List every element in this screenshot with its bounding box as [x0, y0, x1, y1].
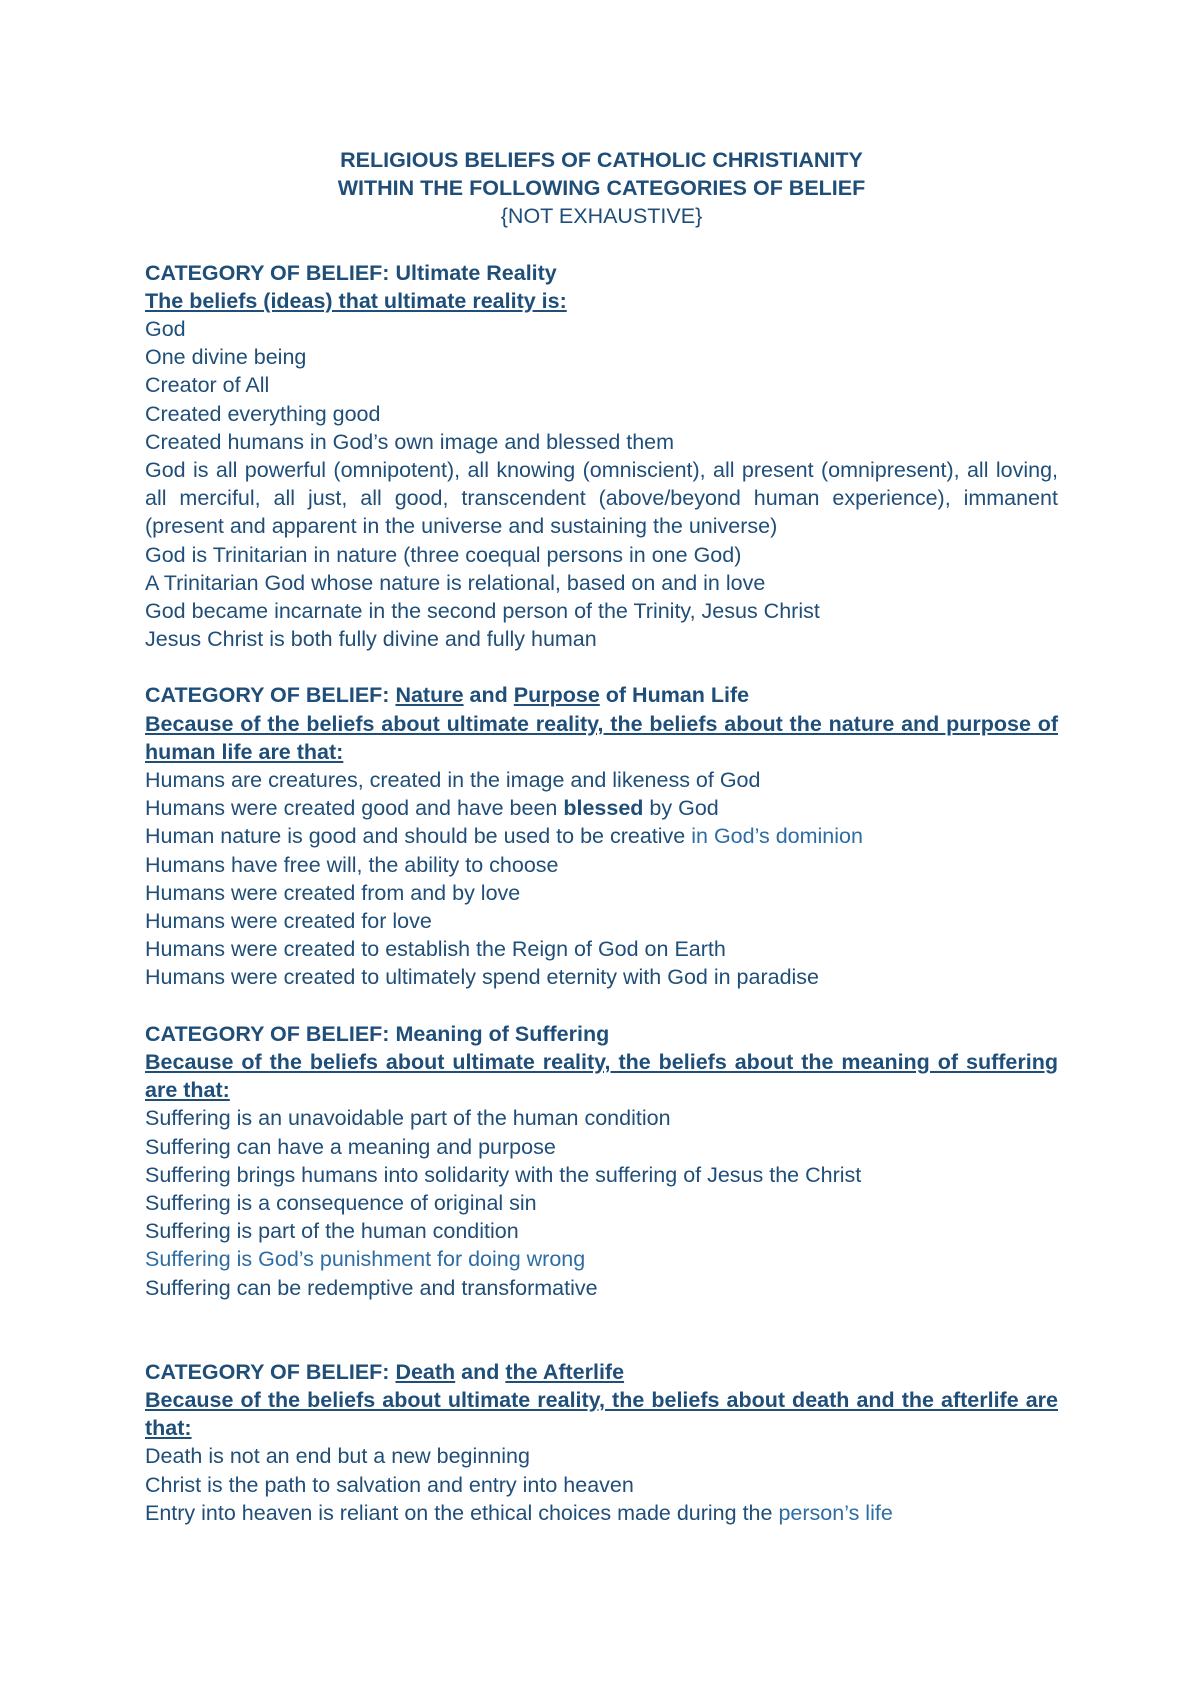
section-heading	[145, 259, 1058, 287]
category-and: and	[461, 1359, 500, 1384]
belief-emphasis: blessed	[563, 796, 644, 821]
document-title-line-2: WITHIN THE FOLLOWING CATEGORIES OF BELIEF	[337, 176, 866, 201]
section-intro: The beliefs (ideas) that ultimate reality is:	[145, 288, 567, 313]
section-death-afterlife	[145, 1358, 1058, 1527]
category-label: CATEGORY OF BELIEF:	[145, 1021, 390, 1046]
section-heading	[145, 1020, 1058, 1048]
belief-item: Suffering can have a meaning and purpose	[145, 1134, 556, 1159]
section-intro: Because of the beliefs about ultimate reality, the beliefs about death and the afterlife are that:	[145, 1387, 1058, 1441]
belief-item: God	[145, 317, 186, 342]
section-heading	[145, 681, 1058, 709]
belief-text-light: person’s life	[778, 1500, 893, 1525]
belief-item: Jesus Christ is both fully divine and fully human	[145, 627, 597, 652]
category-label: CATEGORY OF BELIEF:	[145, 683, 390, 708]
belief-item: Suffering brings humans into solidarity with the suffering of Jesus the Christ	[145, 1162, 862, 1187]
category-and: and	[469, 683, 508, 708]
belief-item: Humans were created for love	[145, 909, 432, 934]
section-intro: Because of the beliefs about ultimate reality, the beliefs about the nature and purpose of human life are that:	[145, 711, 1058, 764]
belief-item: Suffering is an unavoidable part of the human condition	[145, 1106, 671, 1131]
belief-item: Suffering is God’s punishment for doing wrong	[145, 1247, 586, 1272]
document-content	[145, 146, 1058, 1527]
belief-item	[145, 794, 1058, 822]
belief-item: Humans are creatures, created in the image and likeness of God	[145, 768, 761, 793]
category-topic-rest: of Human Life	[605, 683, 750, 708]
belief-item: Death is not an end but a new beginning	[145, 1444, 530, 1469]
belief-item: Created everything good	[145, 401, 381, 426]
category-label: CATEGORY OF BELIEF:	[145, 260, 390, 285]
belief-item: Humans have free will, the ability to choose	[145, 852, 559, 877]
section-meaning-of-suffering	[145, 1020, 1058, 1302]
category-topic-purpose: Purpose	[513, 683, 600, 708]
belief-item: Suffering can be redemptive and transformative	[145, 1275, 598, 1300]
section-heading	[145, 1358, 1058, 1386]
document-title-line-1: RELIGIOUS BELIEFS OF CATHOLIC CHRISTIANITY	[340, 148, 863, 172]
belief-item: Christ is the path to salvation and entry into heaven	[145, 1472, 634, 1497]
belief-item: Suffering is part of the human condition	[145, 1219, 519, 1244]
section-intro: Because of the beliefs about ultimate reality, the beliefs about the meaning of suffering are that:	[145, 1049, 1058, 1103]
belief-item: One divine being	[145, 345, 307, 370]
belief-item: A Trinitarian God whose nature is relational, based on and in love	[145, 570, 766, 595]
section-ultimate-reality	[145, 259, 1058, 654]
belief-item	[145, 822, 1058, 850]
belief-item: Humans were created to establish the Reign of God on Earth	[145, 937, 726, 962]
belief-item: God is Trinitarian in nature (three coequal persons in one God)	[145, 542, 742, 567]
belief-text: Human nature is good and should be used to be creative	[145, 824, 686, 849]
belief-item	[145, 1499, 1058, 1527]
category-topic-death: Death	[395, 1359, 456, 1384]
category-label: CATEGORY OF BELIEF:	[145, 1359, 390, 1384]
belief-item: Suffering is a consequence of original sin	[145, 1190, 537, 1215]
belief-text: Humans were created good and have been	[145, 796, 558, 821]
category-topic: Meaning of Suffering	[395, 1021, 610, 1046]
belief-item: Humans were created to ultimately spend eternity with God in paradise	[145, 965, 820, 990]
category-topic: Ultimate Reality	[395, 260, 557, 285]
category-topic-nature: Nature	[395, 683, 464, 708]
section-nature-purpose	[145, 681, 1058, 991]
belief-item: Creator of All	[145, 373, 270, 398]
belief-item: Humans were created from and by love	[145, 880, 521, 905]
belief-text-light: in God’s dominion	[691, 824, 863, 849]
belief-text: Entry into heaven is reliant on the ethical choices made during the	[145, 1500, 773, 1525]
belief-text: by God	[649, 796, 719, 821]
category-topic-afterlife: the Afterlife	[505, 1359, 625, 1384]
document-subtitle: {NOT EXHAUSTIVE}	[500, 204, 703, 229]
belief-item: God is all powerful (omnipotent), all knowing (omniscient), all present (omnipresent), all loving, all merciful, all just, all good, transcendent (above/beyond human experience), immanent (present and apparent in the universe and sustaining the universe)	[145, 458, 1058, 539]
belief-item: God became incarnate in the second person of the Trinity, Jesus Christ	[145, 599, 820, 624]
belief-item: Created humans in God’s own image and blessed them	[145, 429, 675, 454]
